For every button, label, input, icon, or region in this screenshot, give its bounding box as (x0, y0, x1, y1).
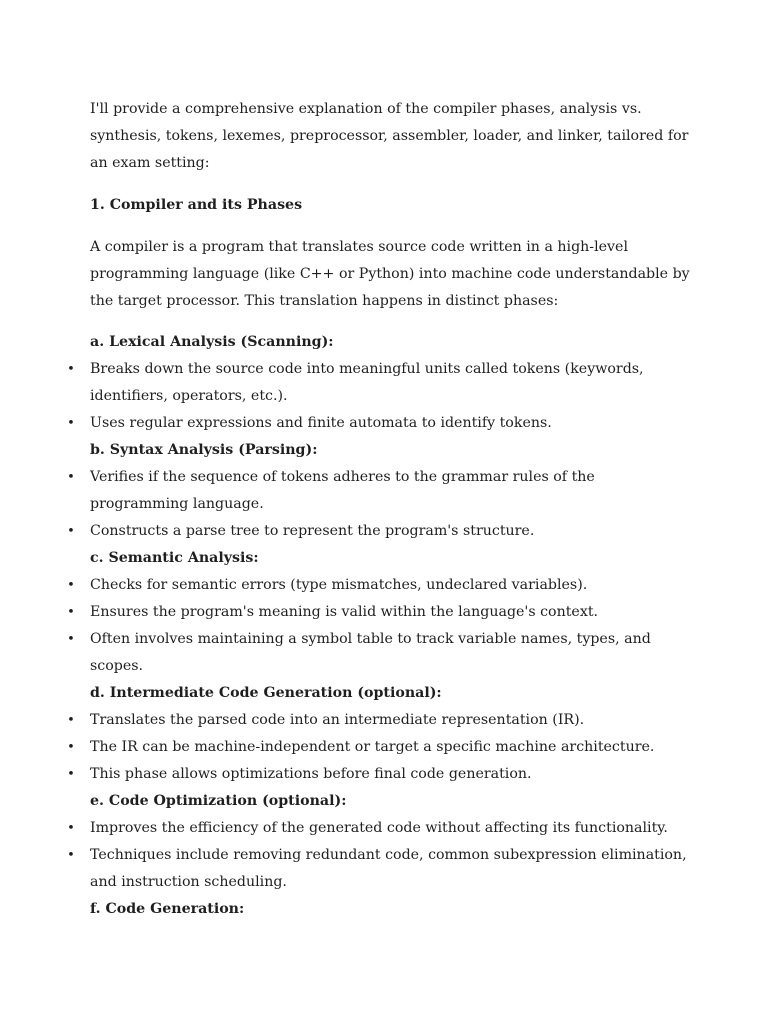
list-item (67, 626, 690, 680)
phase-bullet-list (67, 464, 690, 545)
list-item (67, 734, 690, 761)
list-item-text: Improves the efficiency of the generated code without affecting its functionality. (90, 820, 668, 836)
bullet-icon: • (67, 362, 75, 377)
list-item-text: Ensures the program's meaning is valid within the language's context. (90, 604, 599, 620)
list-item-text: Verifies if the sequence of tokens adheres to the grammar rules of the programming language. (90, 469, 595, 512)
phase-bullet-list (67, 815, 690, 896)
phase-heading: d. Intermediate Code Generation (optional): (90, 685, 442, 701)
phase-heading: c. Semantic Analysis: (90, 550, 259, 566)
list-item (67, 464, 690, 518)
list-item (67, 842, 690, 896)
bullet-icon: • (67, 713, 75, 728)
list-item-text: Often involves maintaining a symbol table to track variable names, types, and scopes. (90, 631, 651, 674)
bullet-icon: • (67, 470, 75, 485)
intro-paragraph: I'll provide a comprehensive explanation of the compiler phases, analysis vs. synthesis, tokens, lexemes, preprocessor, assembler, loader, and linker, tailored for an exam setting: (90, 101, 689, 171)
list-item-text: Constructs a parse tree to represent the program's structure. (90, 523, 535, 539)
phase-heading: f. Code Generation: (90, 901, 245, 917)
bullet-icon: • (67, 740, 75, 755)
phase-bullet-list (67, 572, 690, 680)
phase-bullet-list (67, 707, 690, 788)
section-heading: 1. Compiler and its Phases (90, 197, 303, 213)
list-item (67, 410, 690, 437)
list-item (67, 815, 690, 842)
list-item-text: Breaks down the source code into meaningful units called tokens (keywords, identifiers, operators, etc.). (90, 361, 644, 404)
document-content (67, 96, 690, 923)
bullet-icon: • (67, 767, 75, 782)
phase-heading: a. Lexical Analysis (Scanning): (90, 334, 334, 350)
list-item (67, 761, 690, 788)
bullet-icon: • (67, 578, 75, 593)
phases-list (67, 329, 690, 923)
list-item (67, 572, 690, 599)
document-page (0, 96, 768, 923)
list-item-text: This phase allows optimizations before final code generation. (90, 766, 532, 782)
bullet-icon: • (67, 848, 75, 863)
bullet-icon: • (67, 632, 75, 647)
list-item (67, 356, 690, 410)
list-item-text: The IR can be machine-independent or target a specific machine architecture. (90, 739, 655, 755)
list-item (67, 518, 690, 545)
list-item (67, 707, 690, 734)
compiler-definition-paragraph: A compiler is a program that translates source code written in a high-level programming language (like C++ or Python) into machine code understandable by the target processor. This translation happens in distinct phases: (90, 239, 690, 309)
phase-heading: e. Code Optimization (optional): (90, 793, 347, 809)
bullet-icon: • (67, 821, 75, 836)
list-item-text: Uses regular expressions and finite automata to identify tokens. (90, 415, 552, 431)
list-item-text: Checks for semantic errors (type mismatches, undeclared variables). (90, 577, 588, 593)
list-item-text: Translates the parsed code into an intermediate representation (IR). (90, 712, 585, 728)
phase-bullet-list (67, 356, 690, 437)
phase-heading: b. Syntax Analysis (Parsing): (90, 442, 318, 458)
bullet-icon: • (67, 416, 75, 431)
bullet-icon: • (67, 524, 75, 539)
list-item-text: Techniques include removing redundant code, common subexpression elimination, and instruction scheduling. (90, 847, 687, 890)
list-item (67, 599, 690, 626)
bullet-icon: • (67, 605, 75, 620)
